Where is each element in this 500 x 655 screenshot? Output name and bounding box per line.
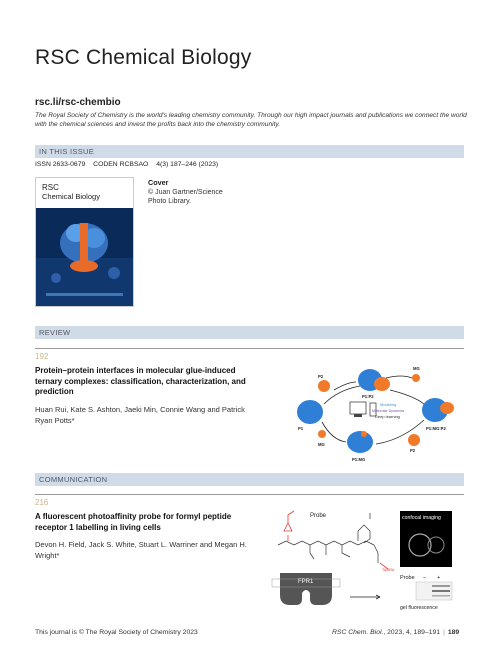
review-page-number[interactable]: 192 — [35, 352, 49, 361]
plus-label: + — [437, 575, 441, 581]
label-mg-bottom: MG — [318, 442, 325, 447]
protein-p2-bottom — [408, 434, 420, 446]
cover-illustration — [36, 178, 133, 306]
footer-copyright: This journal is © The Royal Society of Chemistry 2023 — [35, 629, 198, 636]
protein-p2-top — [318, 380, 330, 392]
footer-citation — [332, 629, 459, 636]
review-graphical-abstract — [290, 360, 465, 465]
protein-p1-left — [297, 400, 323, 424]
confocal-label: confocal imaging — [402, 515, 441, 521]
protein-ternary-right — [422, 398, 454, 422]
journal-title: RSC Chemical Biology — [35, 46, 252, 69]
center-label-modeling: Modeling — [380, 402, 397, 407]
fpr1-receptor — [272, 573, 340, 605]
issn-row — [35, 161, 224, 168]
center-label-md: Molecular Dynamics — [372, 409, 405, 413]
center-label-dl: Deep learning — [375, 414, 400, 419]
fpr1-label: FPR1 — [298, 579, 314, 585]
probe-label: Probe — [310, 513, 327, 519]
label-p1mg: P1:MG — [352, 457, 366, 462]
citation-text: , 2023, 4, 189–191 — [383, 629, 441, 636]
communication-authors: Devon H. Field, Jack S. White, Stuart L. Warriner and Megan H. Wright* — [35, 540, 247, 560]
label-mg-top: MG — [413, 366, 420, 371]
issn: ISSN 2633-0679 — [35, 161, 86, 168]
gel-label: gel fluorescence — [400, 605, 438, 611]
communication-title[interactable]: A fluorescent photoaffinity probe for formyl peptide receptor 1 labelling in living cells — [35, 512, 232, 532]
label-p1: P1 — [298, 426, 304, 431]
divider — [35, 494, 464, 495]
section-bar-in-this-issue — [35, 145, 464, 158]
volume-range: 4(3) 187–246 (2023) — [156, 161, 219, 168]
cover-title-line1: RSC — [42, 183, 59, 192]
cover-label: Cover — [148, 178, 169, 187]
protein-mg-top — [412, 374, 420, 382]
section-bar-review — [35, 326, 464, 339]
protein-p1mg-bottom — [347, 431, 373, 453]
journal-abbrev: RSC Chem. Biol. — [332, 629, 384, 636]
journal-description: The Royal Society of Chemistry is the world's leading chemistry community. Through our high impact journals and publications we connect the world with the chemical sciences and invest the profits back into the chemistry community. — [35, 112, 467, 128]
divider — [35, 348, 464, 349]
label-p1p2: P1:P2 — [362, 394, 374, 399]
probe-structure — [278, 513, 378, 563]
photoaffinity-group — [284, 511, 294, 541]
communication-graphical-abstract — [270, 505, 465, 615]
section-label: IN THIS ISSUE — [39, 147, 95, 156]
footer-separator: | — [443, 629, 445, 636]
probe-pm-label: Probe — [400, 575, 415, 581]
label-p2-bottom: P2 — [410, 448, 416, 453]
cover-credit: © Juan Gartner/Science Photo Library. — [148, 189, 223, 205]
review-title[interactable]: Protein–protein interfaces in molecular glue-induced ternary complexes: classification, characterization, and prediction — [35, 366, 246, 396]
section-bar-communication — [35, 473, 464, 486]
footer-page-number: 189 — [447, 629, 460, 636]
section-label: COMMUNICATION — [39, 475, 108, 484]
label-p2-top: P2 — [318, 374, 324, 379]
journal-url[interactable]: rsc.li/rsc-chembio — [35, 97, 121, 108]
protein-mg-left-bottom — [318, 430, 326, 438]
coden: CODEN RCBSAO — [93, 161, 149, 168]
review-authors: Huan Rui, Kate S. Ashton, Jaeki Min, Connie Wang and Patrick Ryan Potts* — [35, 405, 245, 425]
minus-label: − — [423, 575, 427, 581]
communication-page-number[interactable]: 216 — [35, 498, 49, 507]
label-p1mgp2: P1:MG:P2 — [426, 426, 446, 431]
protein-p1p2-top — [358, 369, 390, 391]
cover-image[interactable] — [35, 177, 134, 307]
tamra-label: TAMRA — [382, 568, 395, 572]
section-label: REVIEW — [39, 328, 71, 337]
cover-title-line2: Chemical Biology — [42, 192, 100, 201]
